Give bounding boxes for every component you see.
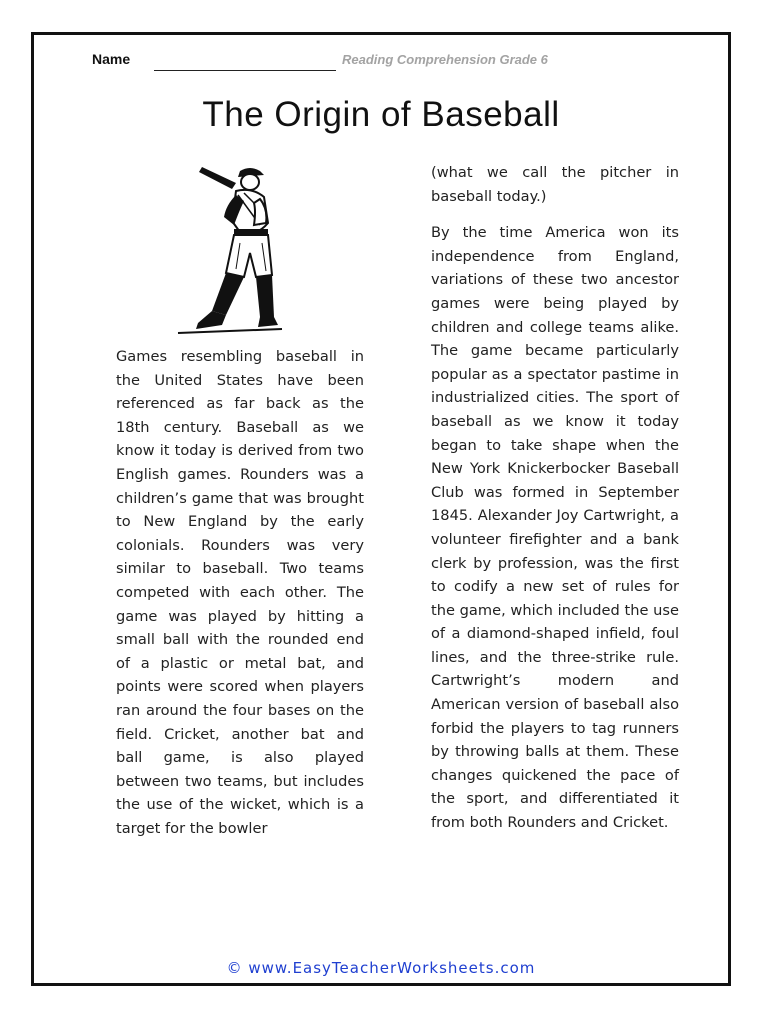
worksheet-header [92,51,672,77]
right-column-text [431,161,679,848]
copyright-link[interactable]: © www.EasyTeacherWorksheets.com [226,959,536,977]
worksheet-page [31,32,731,986]
name-field-line[interactable] [154,70,336,71]
left-column-text: Games resembling baseball in the United States have been referenced as far back as the 18th century. Baseball as we know it today is derived from two English games. Rounders was a children’s game that was brought to New England by the early colonials. Rounders was very similar to baseball. Two teams competed with each other. The game was played by hitting a small ball with the rounded end of a plastic or metal bat, and points were scored when players ran around the four bases on the field. Cricket, another bat and ball game, is also played between two teams, but includes the use of the wicket, which is a target for the bowler [116,348,364,837]
grade-label: Reading Comprehension Grade 6 [342,52,548,67]
name-label: Name [92,51,131,67]
baseball-batter-icon [174,165,284,337]
history-paragraph: By the time America won its independence from England, variations of these two ancestor games were being played by children and college teams alike. The game became particularly popular as a spectator pastime in industrialized cities. The sport of baseball as we know it today began to take shape when the New York Knickerbocker Baseball Club was formed in September 1845. Alexander Joy Cartwright, a volunteer firefighter and a bank clerk by profession, was the first to codify a new set of rules for the game, which included the use of a diamond-shaped infield, foul lines, and the three-strike rule. Cartwright’s modern and American version of baseball also forbid the players to tag runners by throwing balls at them. These changes quickened the pace of the sport, and differentiated it from both Rounders and Cricket. [431,224,679,832]
page-title: The Origin of Baseball [202,95,560,134]
continued-paragraph: (what we call the pitcher in baseball today.) [431,164,679,205]
